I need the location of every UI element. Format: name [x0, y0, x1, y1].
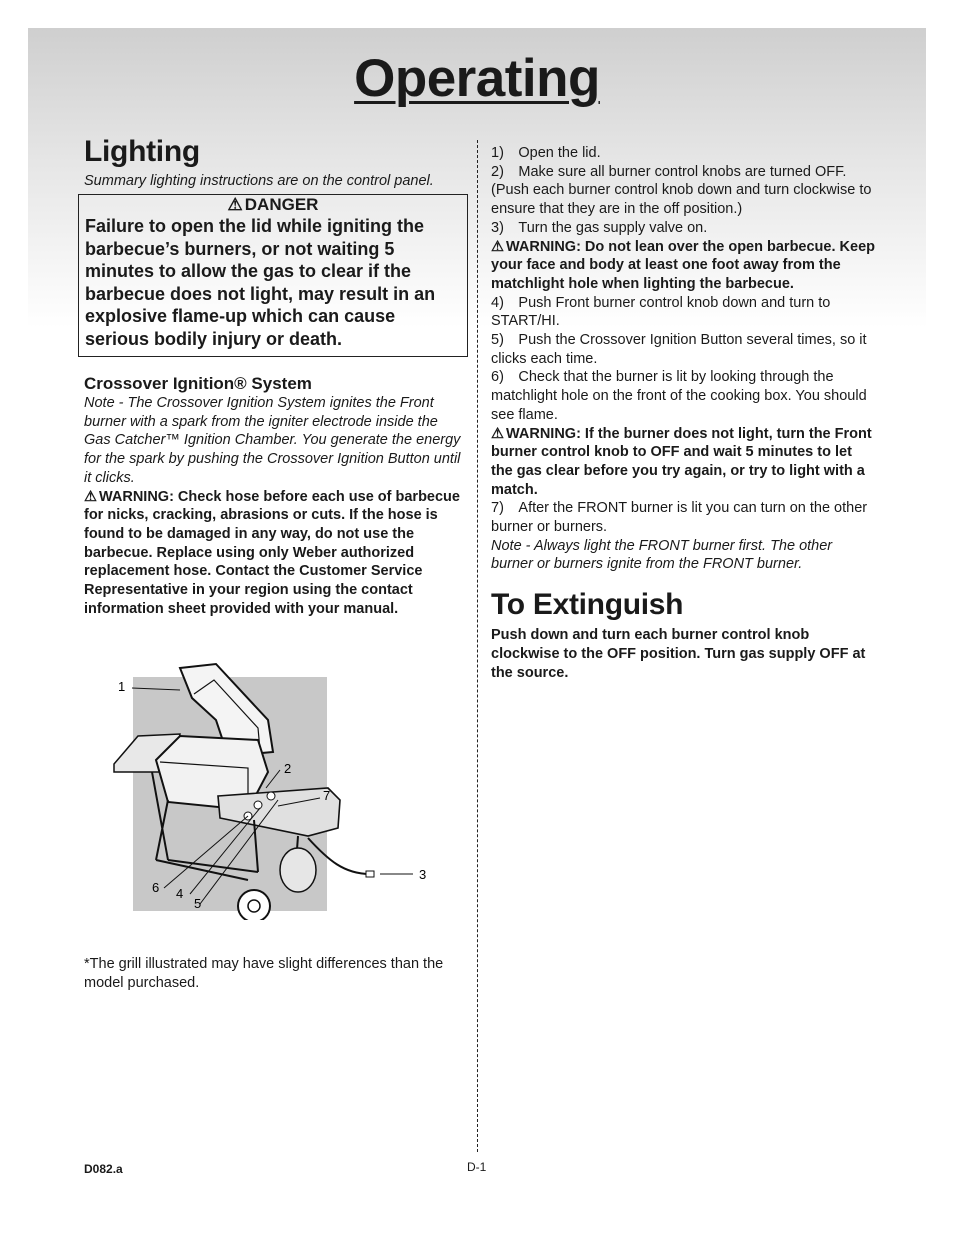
step-3: 3) Turn the gas supply valve on. — [491, 219, 708, 236]
document-code: D082.a — [84, 1162, 123, 1176]
warning-triangle-icon: ⚠ — [227, 195, 243, 214]
figure-label: 7 — [323, 788, 331, 803]
crossover-note: Note - The Crossover Ignition System ignites the Front burner with a spark from the igniter electrode inside the Gas Catcher™ Ignition Chamber. You generate the energy for the spark by pushing the Crossover Ignition Button until it clicks. — [84, 395, 461, 486]
lean-warning-text: WARNING: Do not lean over the open barbecue. Keep your face and body at least one foot away from the matchlight hole when lighting the barbecue. — [491, 238, 875, 292]
figure-label: 1 — [118, 679, 126, 694]
step-2: 2) Make sure all burner control knobs are turned OFF. (Push each burner control knob down and turn clockwise to ensure that they are in the off position.) — [491, 163, 872, 218]
danger-header — [85, 195, 461, 215]
column-divider — [477, 140, 478, 1152]
hose-warning — [84, 488, 464, 619]
extinguish-text: Push down and turn each burner control knob clockwise to the OFF position. Turn gas supply OFF at the source. — [491, 627, 866, 681]
grill-illustration — [108, 660, 438, 920]
figure-label: 4 — [176, 886, 184, 901]
step-1: 1) Open the lid. — [491, 145, 601, 161]
warning-triangle-icon: ⚠ — [491, 238, 504, 255]
step-4: 4) Push Front burner control knob down and turn to START/HI. — [491, 294, 831, 330]
figure-label: 2 — [284, 761, 292, 776]
right-column — [491, 144, 876, 682]
lighting-heading: Lighting — [84, 135, 200, 168]
left-column — [84, 135, 469, 190]
extinguish-heading: To Extinguish — [491, 588, 684, 622]
page-number: D-1 — [467, 1160, 487, 1174]
warning-triangle-icon: ⚠ — [491, 425, 504, 442]
knob-icon — [267, 792, 275, 800]
step-6: 6) Check that the burner is lit by looking through the matchlight hole on the front of the cooking box. You should see flame. — [491, 369, 867, 423]
danger-label: DANGER — [244, 195, 319, 214]
warning-triangle-icon: ⚠ — [84, 488, 97, 505]
footnote: *The grill illustrated may have slight differences than the model purchased. — [84, 956, 444, 991]
figure-label: 6 — [152, 880, 160, 895]
front-burner-note: Note - Always light the FRONT burner first. The other burner or burners ignite from the FRONT burner. — [491, 537, 833, 573]
page-title: Operating — [354, 49, 600, 108]
hose-warning-text: WARNING: Check hose before each use of barbecue for nicks, cracking, abrasions or cuts. If the hose is found to be damaged in any way, do not use the barbecue. Replace using only Weber authorized replacement hose. Contact the Customer Service Representative in your region using the contact information sheet provided with your manual. — [84, 488, 460, 617]
figure-label: 3 — [419, 867, 427, 882]
knob-icon — [254, 801, 262, 809]
no-light-warning-text: WARNING: If the burner does not light, turn the Front burner control knob to OFF and wait 5 minutes to let the gas clear before you try again, or try to light with a match. — [491, 425, 872, 498]
danger-box — [78, 194, 468, 357]
step-5: 5) Push the Crossover Ignition Button several times, so it clicks each time. — [491, 332, 867, 367]
crossover-section — [84, 374, 464, 618]
figure-label: 5 — [194, 896, 202, 911]
summary-note: Summary lighting instructions are on the control panel. — [84, 173, 434, 189]
danger-text: Failure to open the lid while igniting the barbecue’s burners, or not waiting 5 minutes to allow the gas to clear if the barbecue does not light, may result in an explosive flame-up which can cause serious bodily injury or death. — [85, 216, 436, 349]
no-light-warning — [491, 425, 876, 500]
crossover-heading: Crossover Ignition® System — [84, 374, 312, 393]
gas-tank — [280, 848, 316, 892]
lean-warning — [491, 238, 876, 294]
step-7: 7) After the FRONT burner is lit you can turn on the other burner or burners. — [491, 500, 868, 536]
